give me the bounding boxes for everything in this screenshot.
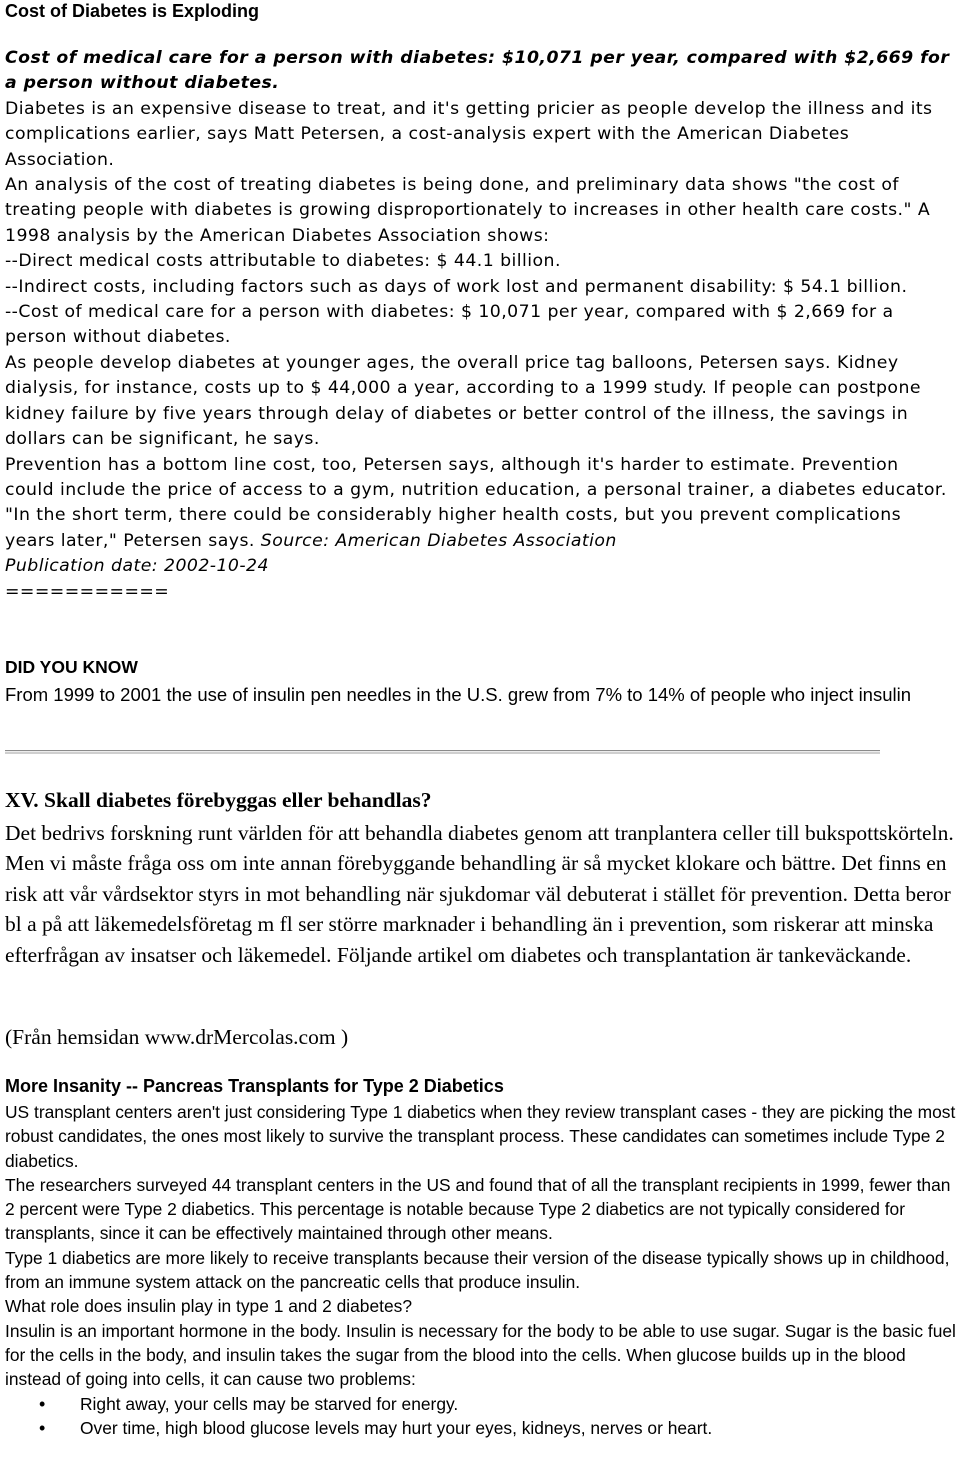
list-item-text: Over time, high blood glucose levels may hurt your eyes, kidneys, nerves or heart. <box>80 1417 713 1438</box>
swedish-section-body: Det bedrivs forskning runt världen för att behandla diabetes genom att tranplantera celler till bukspottskörteln. Men vi måste fråga oss om inte annan förebyggande behandling är så mycket klokare och bättre. Det finns en risk att vår vårdsektor styrs in mot behandling när sjukdomar väl debuterat i stället för prevention. Detta beror bl a på att läkemedelsföretag m fl ser större marknader i behandling än i prevention, som riskerar att minska efterfrågan av insatser och läkemedel. Följande artikel om diabetes och transplantation är tankeväckande. <box>5 821 954 967</box>
publication-date: Publication date: 2002-10-24 <box>5 556 269 577</box>
source-credit: Source: American Diabetes Association <box>260 530 617 551</box>
quote-text: "In the short term, there could be considerably higher health costs, but you prevent complications years later," Petersen says. <box>5 505 902 551</box>
paragraph: Prevention has a bottom line cost, too, Petersen says, although it's harder to estimate. Prevention could include the price of access to a gym, nutrition education, a personal trainer, a diabetes educator. <box>5 454 947 500</box>
list-item <box>5 1392 960 1416</box>
paragraph: Type 1 diabetics are more likely to receive transplants because their version of the disease typically shows up in childhood, from an immune system attack on the pancreatic cells that produce insulin. <box>5 1247 950 1293</box>
horizontal-rule <box>5 750 880 754</box>
paragraph: --Cost of medical care for a person with diabetes: $ 10,071 per year, compared with $ 2,669 for a person without diabetes. <box>5 302 894 348</box>
paragraph: --Direct medical costs attributable to diabetes: $ 44.1 billion. <box>5 251 561 272</box>
did-you-know-heading: DID YOU KNOW <box>5 657 138 677</box>
paragraph: Insulin is an important hormone in the body. Insulin is necessary for the body to be able to use sugar. Sugar is the basic fuel for the cells in the body, and insulin takes the sugar from the blood into the cells. When glucose builds up in the blood instead of going into cells, it can cause two problems: <box>5 1320 956 1390</box>
list-item <box>5 1416 960 1440</box>
paragraph: Diabetes is an expensive disease to treat, and it's getting pricier as people develop the illness and its complications earlier, says Matt Petersen, a cost-analysis expert with the American Diabetes Association. <box>5 98 933 170</box>
swedish-section-title: XV. Skall diabetes förebyggas eller behandlas? <box>5 788 432 812</box>
paragraph: The researchers surveyed 44 transplant centers in the US and found that of all the transplant recipients in 1999, fewer than 2 percent were Type 2 diabetics. This percentage is notable because Type 2 diabetics are not typically considered for transplants, since it can be effectively maintained through other means. <box>5 1174 951 1244</box>
article-2-body <box>5 1100 960 1440</box>
list-item-text: Right away, your cells may be starved for energy. <box>80 1393 459 1414</box>
article-2-title: More Insanity -- Pancreas Transplants for Type 2 Diabetics <box>5 1076 504 1096</box>
paragraph: As people develop diabetes at younger ages, the overall price tag balloons, Petersen says. Kidney dialysis, for instance, costs up to $ 44,000 a year, according to a 1999 study. If people can postpone kidney failure by five years through delay of diabetes or better control of the illness, the savings in dollars can be significant, he says. <box>5 352 921 450</box>
article-body <box>5 46 953 605</box>
did-you-know-text: From 1999 to 2001 the use of insulin pen needles in the U.S. grew from 7% to 14% of people who inject insulin <box>5 684 912 705</box>
article-title: Cost of Diabetes is Exploding <box>5 1 260 21</box>
closing-paragraph <box>5 503 953 554</box>
question: What role does insulin play in type 1 and 2 diabetes? <box>5 1296 413 1317</box>
lead-paragraph: Cost of medical care for a person with diabetes: $10,071 per year, compared with $2,669 for a person without diabetes. <box>5 48 950 94</box>
paragraph: An analysis of the cost of treating diabetes is being done, and preliminary data shows "the cost of treating people with diabetes is growing disproportionately to increases in other health care costs." A 1998 analysis by the American Diabetes Association shows: <box>5 175 931 246</box>
paragraph: --Indirect costs, including factors such as days of work lost and permanent disability: $ 54.1 billion. <box>5 276 908 297</box>
bullet-list <box>5 1392 960 1441</box>
separator: =========== <box>5 581 170 602</box>
bullet-icon: • <box>39 1393 46 1414</box>
bullet-icon: • <box>39 1417 46 1438</box>
swedish-source-note: (Från hemsidan www.drMercolas.com ) <box>5 1025 349 1049</box>
paragraph: US transplant centers aren't just considering Type 1 diabetics when they review transplant cases - they are picking the most robust candidates, the ones most likely to survive the transplant process. These candidates can sometimes include Type 2 diabetics. <box>5 1102 956 1171</box>
